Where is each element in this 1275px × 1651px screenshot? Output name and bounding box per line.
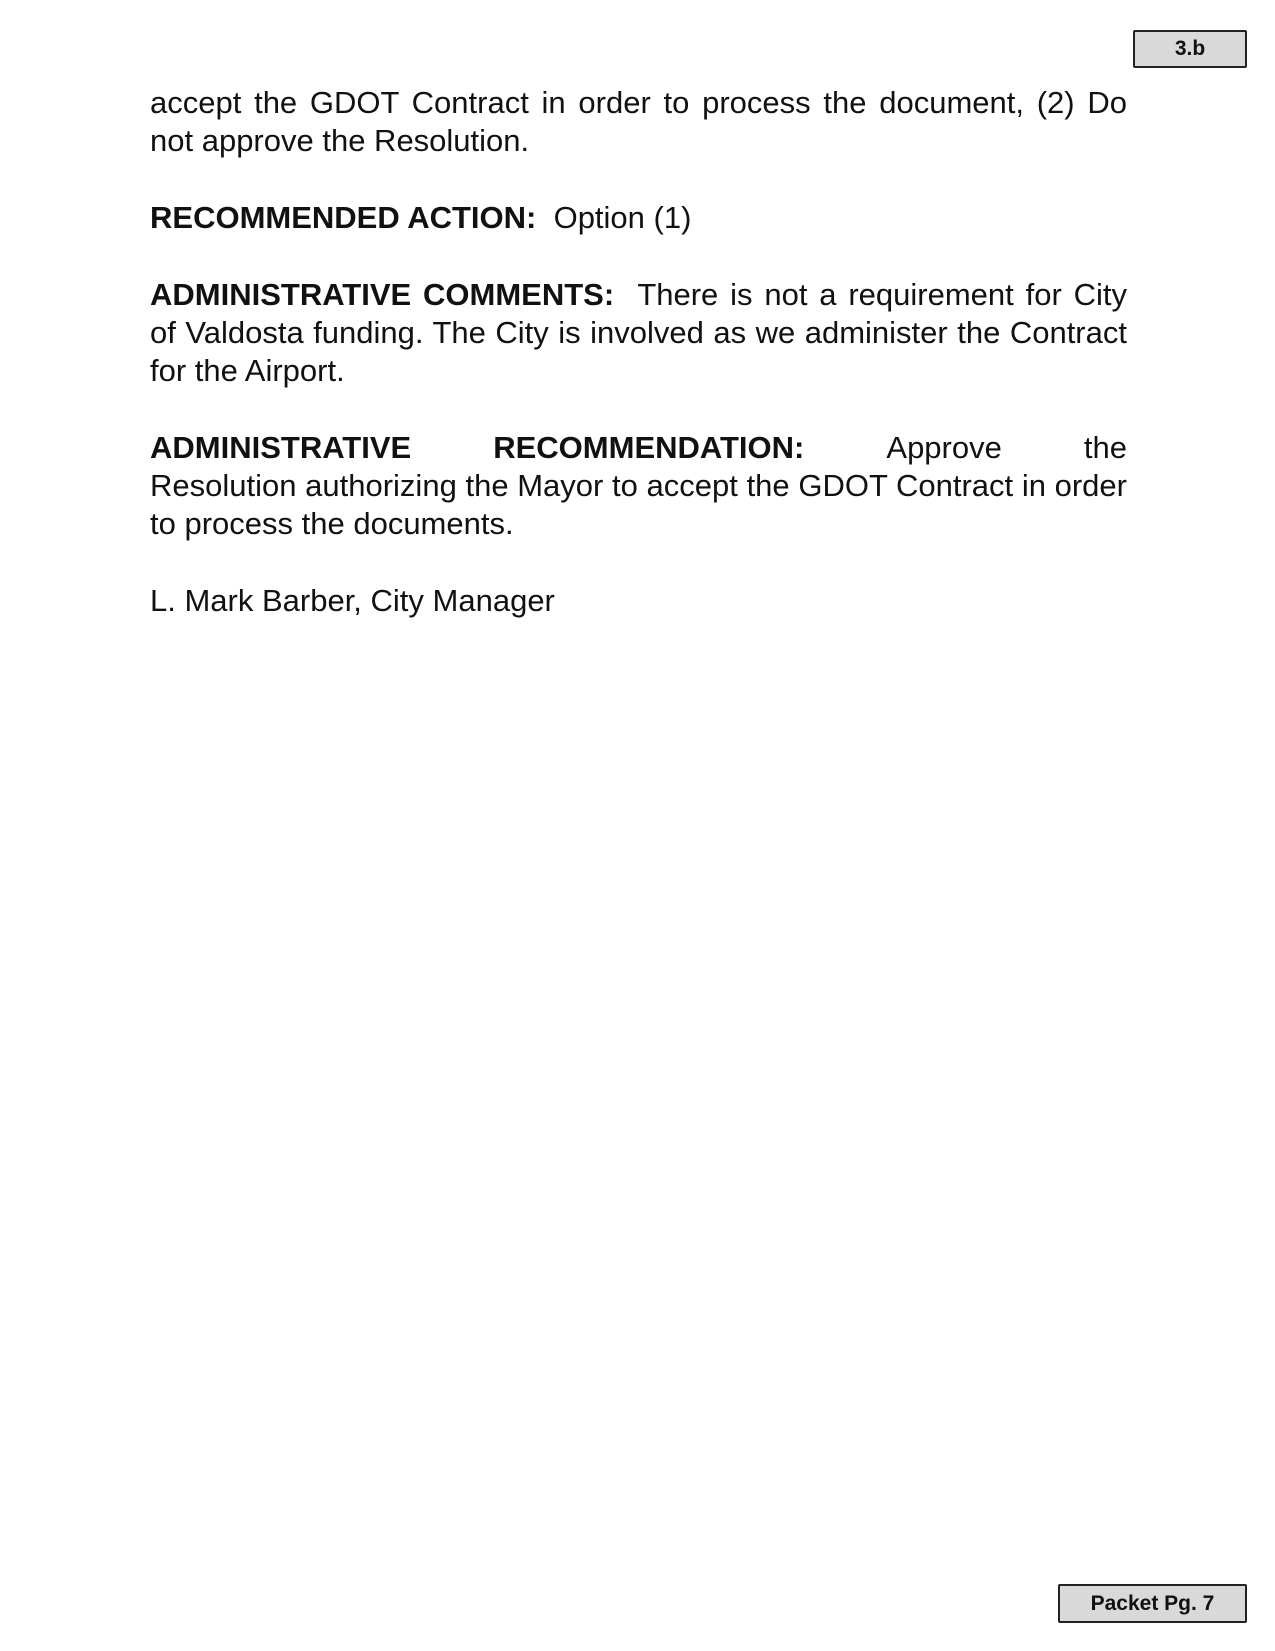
administrative-recommendation-second-word: the — [1083, 430, 1127, 465]
administrative-comments-label: ADMINISTRATIVE COMMENTS: — [150, 277, 615, 312]
administrative-recommendation-first-word: Approve — [886, 430, 1002, 465]
recommended-action-label: RECOMMENDED ACTION: — [150, 200, 537, 235]
signature: L. Mark Barber, City Manager — [150, 583, 555, 618]
administrative-recommendation — [150, 429, 1127, 543]
administrative-comments — [150, 276, 1127, 390]
administrative-comments-text: There is not a requirement for City of Valdosta funding. The City is involved as we administer the Contract for the Airport. — [150, 277, 1128, 388]
recommended-action — [150, 199, 1127, 237]
administrative-recommendation-first-line — [150, 429, 1127, 467]
packet-page-label: Packet Pg. 7 — [1058, 1584, 1247, 1623]
section-tag: 3.b — [1133, 30, 1247, 68]
administrative-recommendation-label-word2: RECOMMENDATION: — [493, 430, 805, 465]
options-continuation: accept the GDOT Contract in order to process the document, (2) Do not approve the Resolution. — [150, 85, 1127, 158]
administrative-recommendation-text: Resolution authorizing the Mayor to accept the GDOT Contract in order to process the documents. — [150, 468, 1127, 541]
recommended-action-text: Option (1) — [553, 200, 692, 235]
administrative-recommendation-label-word1: ADMINISTRATIVE — [150, 430, 412, 465]
document-body — [150, 84, 1127, 620]
